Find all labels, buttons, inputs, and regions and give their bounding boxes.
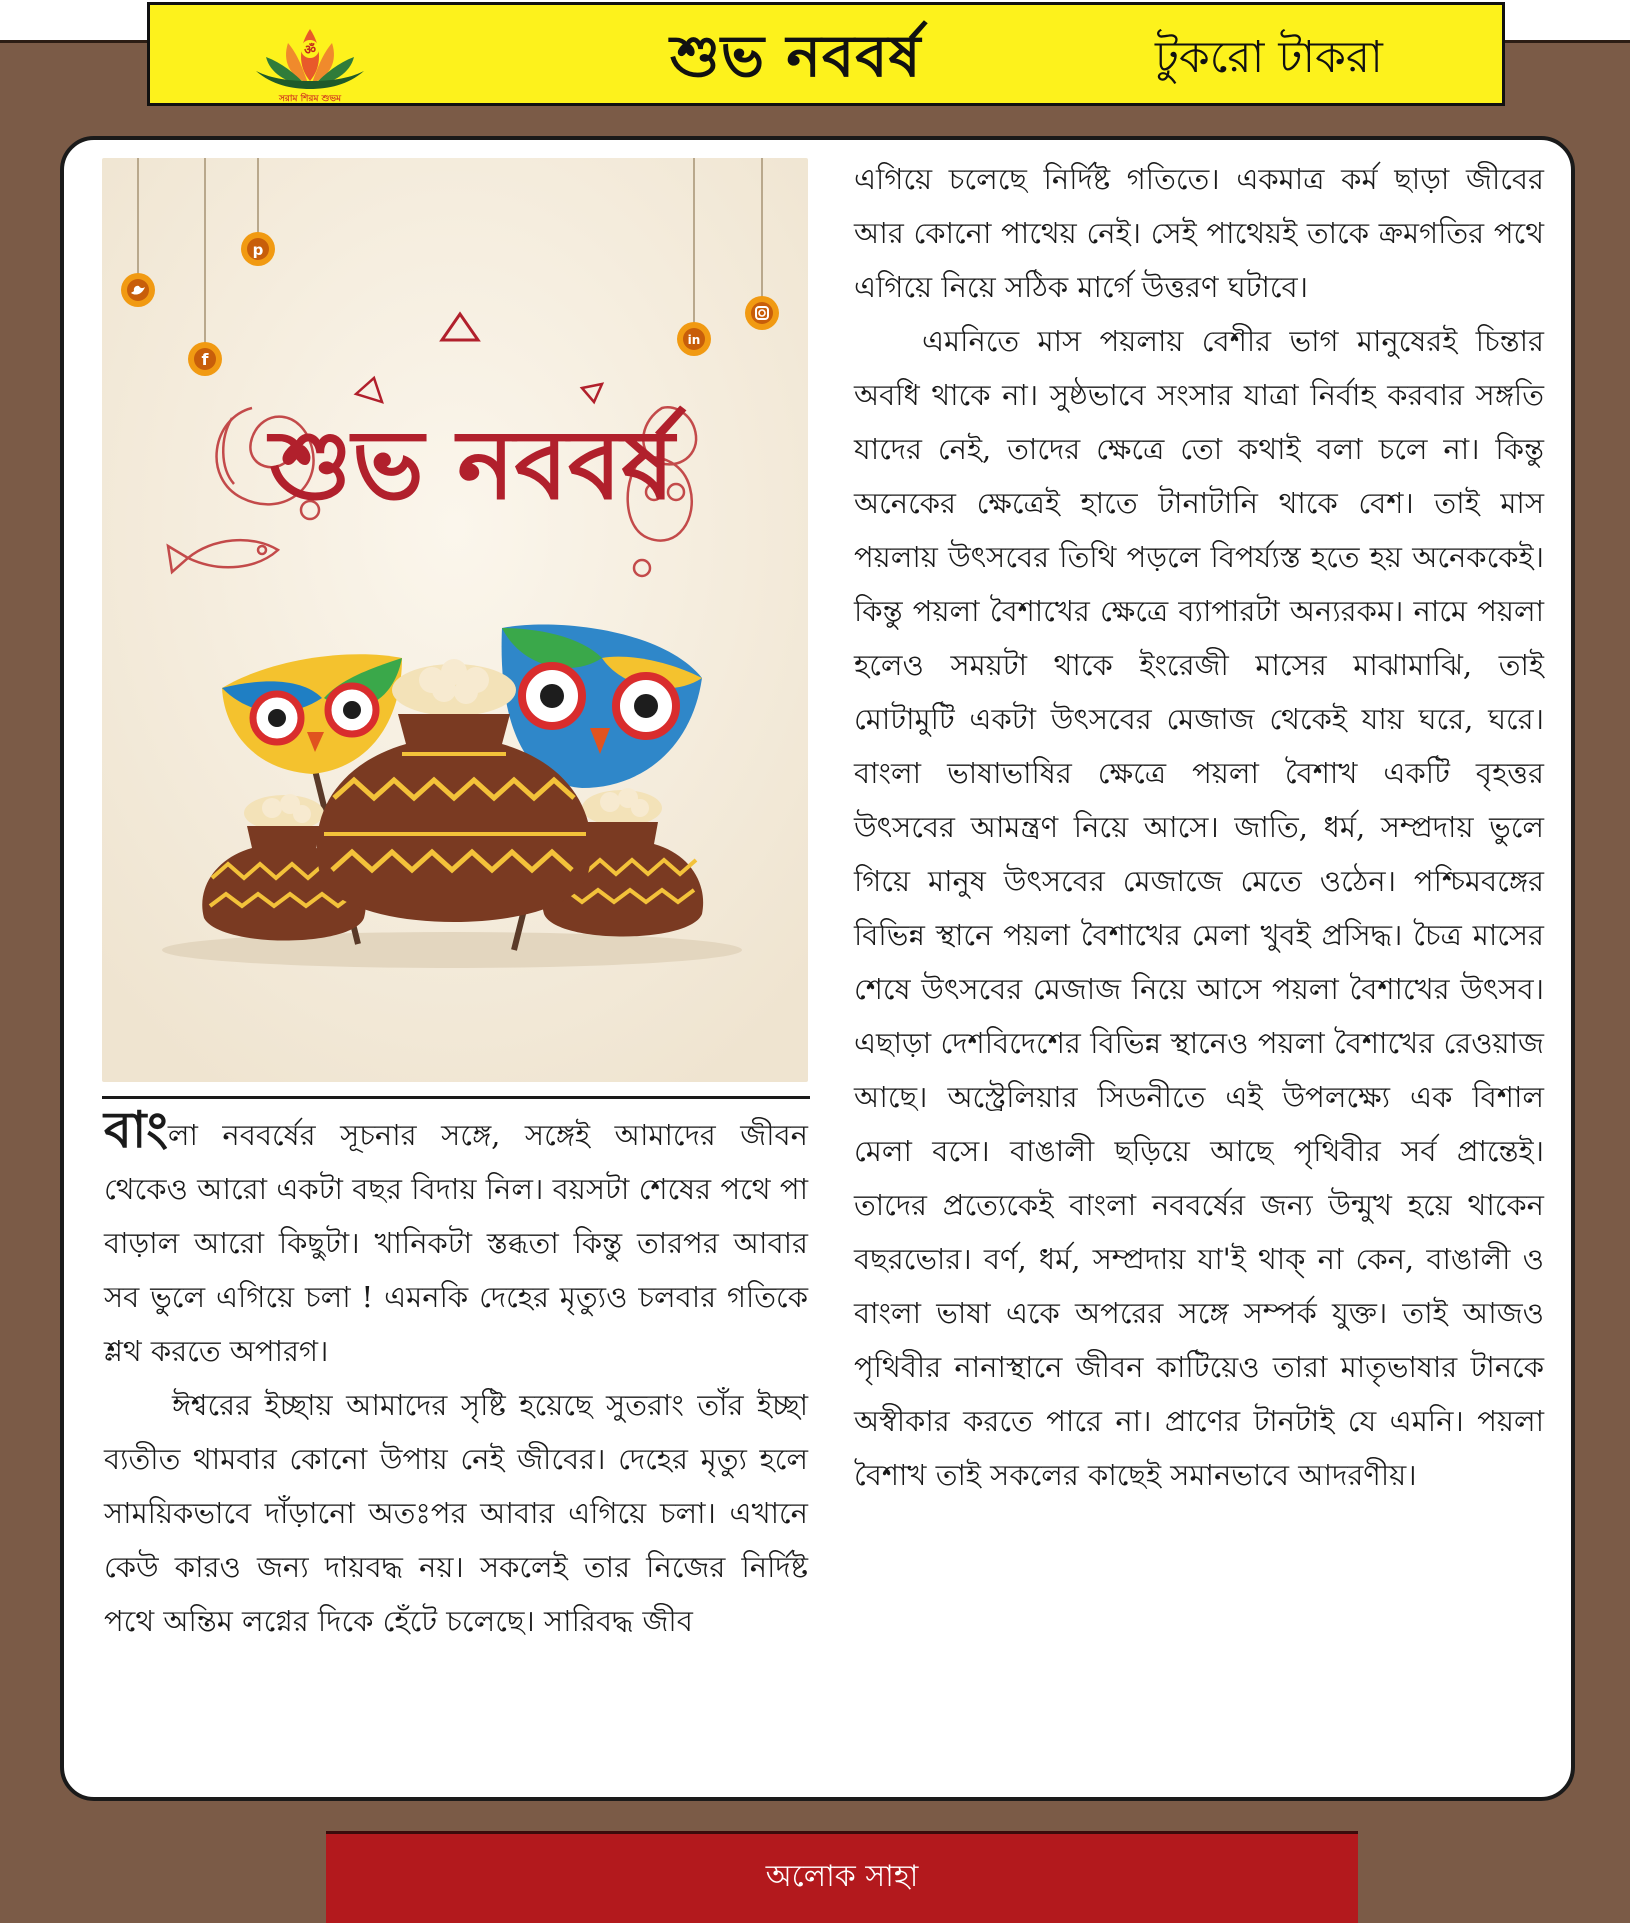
instagram-icon xyxy=(745,296,779,330)
paragraph-1-text: লা নববর্ষের সূচনার সঙ্গে, সঙ্গেই আমাদের জীবন থেকেও আরো একটা বছর বিদায় নিল। বয়সটা শেষের পথে পা বাড়াল আরো কিছুটা। খানিকটা স্তব্ধতা কিন্তু তারপর আবার সব ভুলে এগিয়ে চলা ! এমনকি দেহের মৃত্যুও চলবার গতিকে শ্লথ করতে অপারগ। xyxy=(104,1118,808,1368)
facebook-icon xyxy=(188,342,222,376)
svg-text:ॐ: ॐ xyxy=(304,43,316,58)
pinterest-icon xyxy=(241,232,275,266)
article-column-right xyxy=(854,152,1544,1502)
divider-rule xyxy=(102,1096,810,1099)
header-banner xyxy=(147,2,1505,106)
svg-text:f: f xyxy=(201,350,209,369)
logo-caption: সরাম শিরম শুভম xyxy=(278,94,342,104)
paragraph-4: এমনিতে মাস পয়লায় বেশীর ভাগ মানুষেরই চিন্তার অবধি থাকে না। সুষ্ঠভাবে সংসার যাত্রা নির্বাহ করবার সঙ্গতি যাদের নেই, তাদের ক্ষেত্রে তো কথাই বলা চলে না। কিন্তু অনেকের ক্ষেত্রেই হাতে টানাটানি থাকে বেশ। তাই মাস পয়লায় উৎসবের তিথি পড়লে বিপর্য্যস্ত হতে হয় অনেককেই। কিন্তু পয়লা বৈশাখের ক্ষেত্রে ব্যাপারটা অন্যরকম। নামে পয়লা হলেও সময়টা থাকে ইংরেজী মাসের মাঝামাঝি, তাই মোটামুটি একটা উৎসবের মেজাজ থেকেই যায় ঘরে, ঘরে। বাংলা ভাষাভাষির ক্ষেত্রে পয়লা বৈশাখ একটি বৃহত্তর উৎসবের আমন্ত্রণ নিয়ে আসে। জাতি, ধর্ম, সম্প্রদায় ভুলে গিয়ে মানুষ উৎসবের মেজাজে মেতে ওঠেন। পশ্চিমবঙ্গের বিভিন্ন স্থানে পয়লা বৈশাখের মেলা খুবই প্রসিদ্ধ। চৈত্র মাসের শেষে উৎসবের মেজাজ নিয়ে আসে পয়লা বৈশাখের উৎসব। এছাড়া দেশবিদেশের বিভিন্ন স্থানেও পয়লা বৈশাখের রেওয়াজ আছে। অস্ট্রেলিয়ার সিডনীতে এই উপলক্ষ্যে এক বিশাল মেলা বসে। বাঙালী ছড়িয়ে আছে পৃথিবীর সর্ব প্রান্তেই। তাদের প্রত্যেকেই বাংলা নববর্ষের জন্য উন্মুখ হয়ে থাকেন বছরভোর। বর্ণ, ধর্ম, সম্প্রদায় যা'ই থাক্ না কেন, বাঙালী ও বাংলা ভাষা একে অপরের সঙ্গে সম্পর্ক যুক্ত। তাই আজও পৃথিবীর নানাস্থানে জীবন কাটিয়েও তারা মাতৃভাষার টানকে অস্বীকার করতে পারে না। প্রাণের টানটাই যে এমনি। পয়লা বৈশাখ তাই সকলের কাছেই সমানভাবে আদরণীয়। xyxy=(854,324,1544,1492)
svg-text:in: in xyxy=(687,333,701,347)
author-footer xyxy=(326,1831,1358,1923)
section-title: টুকরো টাকরা xyxy=(1155,32,1383,83)
paragraph-1 xyxy=(104,1100,808,1378)
drop-cap: বাং xyxy=(104,1100,168,1159)
linkedin-icon xyxy=(677,322,711,356)
author-name: অলোক সাহা xyxy=(765,1859,919,1894)
illustration-greeting: শুভ নববর্ষ xyxy=(269,409,675,521)
svg-text:p: p xyxy=(252,241,264,259)
paragraph-3: এগিয়ে চলেছে নির্দিষ্ট গতিতে। একমাত্র কর্ম ছাড়া জীবের আর কোনো পাথেয় নেই। সেই পাথেয়ই তাকে ক্রমগতির পথে এগিয়ে নিয়ে সঠিক মার্গে উত্তরণ ঘটাবে। xyxy=(854,162,1544,304)
paragraph-2: ঈশ্বরের ইচ্ছায় আমাদের সৃষ্টি হয়েছে সুতরাং তাঁর ইচ্ছা ব্যতীত থামবার কোনো উপায় নেই জীবের। দেহের মৃত্যু হলে সাময়িকভাবে দাঁড়ানো অতঃপর আবার এগিয়ে চলা। এখানে কেউ কারও জন্য দায়বদ্ধ নয়। সকলেই তার নিজের নির্দিষ্ট পথে অন্তিম লগ্নের দিকে হেঁটে চলেছে। সারিবদ্ধ জীব xyxy=(104,1388,808,1638)
article-column-left xyxy=(104,1100,808,1648)
article-panel xyxy=(60,136,1575,1801)
twitter-icon xyxy=(121,273,155,307)
page-title: শুভ নববর্ষ xyxy=(670,22,922,90)
new-year-illustration xyxy=(102,158,808,1082)
